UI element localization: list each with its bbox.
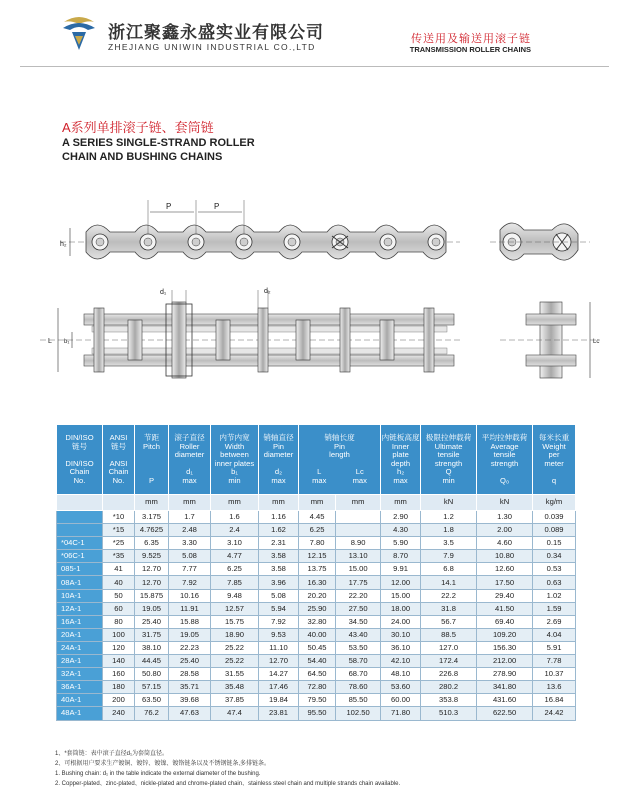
table-cell: 53.50	[336, 641, 381, 654]
table-cell: *06C-1	[57, 550, 103, 563]
table-row	[57, 641, 576, 654]
table-cell: 50.45	[299, 641, 336, 654]
table-cell: 63.50	[135, 694, 169, 707]
table-cell: 140	[103, 655, 135, 668]
d2-label: d₂	[264, 288, 271, 295]
table-cell: 95.50	[299, 707, 336, 720]
table-cell: 24.00	[381, 615, 421, 628]
table-cell: 68.70	[336, 668, 381, 681]
table-cell: 1.7	[169, 511, 211, 524]
table-cell: 5.91	[533, 641, 576, 654]
table-cell: 431.60	[477, 694, 533, 707]
table-cell: 39.68	[169, 694, 211, 707]
table-cell: 48.10	[381, 668, 421, 681]
chain-end-view	[490, 223, 590, 260]
table-cell: 60.00	[381, 694, 421, 707]
table-cell: 6.25	[299, 524, 336, 537]
table-cell: 8.70	[381, 550, 421, 563]
table-cell: 31.55	[211, 668, 259, 681]
table-cell: 12.60	[477, 563, 533, 576]
unit-cell: mm	[169, 495, 211, 511]
table-row	[57, 524, 576, 537]
table-cell: 2.31	[259, 537, 299, 550]
category-title-en: TRANSMISSION ROLLER CHAINS	[409, 45, 531, 54]
col-din: DIN/ISO 链号 DIN/ISO Chain No.	[57, 425, 103, 495]
chain-drawing	[0, 190, 629, 420]
table-cell: 4.45	[299, 511, 336, 524]
table-cell: 3.10	[211, 537, 259, 550]
table-cell: 53.60	[381, 681, 421, 694]
Lc-label: Lc	[593, 339, 600, 345]
table-cell: 22.23	[169, 641, 211, 654]
col-pin-diameter: 销轴直径 Pin diameter d₂ max	[259, 425, 299, 495]
table-cell: 12.57	[211, 602, 259, 615]
table-cell: *25	[103, 537, 135, 550]
table-cell: 69.40	[477, 615, 533, 628]
table-cell: 0.15	[533, 537, 576, 550]
table-cell: *35	[103, 550, 135, 563]
table-cell: 18.00	[381, 602, 421, 615]
table-cell: 10.37	[533, 668, 576, 681]
table-cell: 3.58	[259, 550, 299, 563]
table-cell: 13.10	[336, 550, 381, 563]
table-cell: 47.4	[211, 707, 259, 720]
table-row	[57, 589, 576, 602]
note-1-en: 1. Bushing chain: d₁ in the table indicate the external diameter of the bushing.	[55, 771, 261, 777]
table-cell: 7.85	[211, 576, 259, 589]
unit-cell: mm	[336, 495, 381, 511]
table-cell: 17.75	[336, 576, 381, 589]
table-cell: 80	[103, 615, 135, 628]
table-row	[57, 655, 576, 668]
table-cell: 19.05	[135, 602, 169, 615]
table-cell: 14.1	[421, 576, 477, 589]
section-title-en	[62, 136, 342, 164]
table-cell: 36A-1	[57, 681, 103, 694]
table-cell: 10A-1	[57, 589, 103, 602]
table-cell: 353.8	[421, 694, 477, 707]
table-cell: 0.039	[533, 511, 576, 524]
unit-cell: mm	[381, 495, 421, 511]
table-cell: 510.3	[421, 707, 477, 720]
table-cell: 180	[103, 681, 135, 694]
table-cell: 78.60	[336, 681, 381, 694]
table-cell: 172.4	[421, 655, 477, 668]
table-cell: 3.5	[421, 537, 477, 550]
table-cell: 1.59	[533, 602, 576, 615]
table-cell: 41.50	[477, 602, 533, 615]
header-divider	[20, 66, 609, 67]
table-cell: 71.80	[381, 707, 421, 720]
chain-top-view	[40, 288, 460, 378]
unit-cell: mm	[135, 495, 169, 511]
table-cell: 32.80	[299, 615, 336, 628]
chain-end-section	[500, 302, 600, 378]
table-cell: 56.7	[421, 615, 477, 628]
table-cell: *04C-1	[57, 537, 103, 550]
table-cell: 25.22	[211, 641, 259, 654]
page-header	[0, 0, 629, 80]
table-cell: 11.91	[169, 602, 211, 615]
table-cell: 9.48	[211, 589, 259, 602]
table-cell: 57.15	[135, 681, 169, 694]
table-cell: 1.2	[421, 511, 477, 524]
table-cell: 3.96	[259, 576, 299, 589]
table-cell: 18.90	[211, 628, 259, 641]
table-cell: 2.4	[211, 524, 259, 537]
table-cell: 12.70	[135, 563, 169, 576]
table-cell: 2.00	[477, 524, 533, 537]
table-cell: 10.80	[477, 550, 533, 563]
table-cell: 38.10	[135, 641, 169, 654]
table-cell: 88.5	[421, 628, 477, 641]
table-cell: 280.2	[421, 681, 477, 694]
table-cell: 7.9	[421, 550, 477, 563]
table-cell: 8.90	[336, 537, 381, 550]
table-cell: 1.62	[259, 524, 299, 537]
table-row	[57, 602, 576, 615]
table-cell: 6.35	[135, 537, 169, 550]
table-cell: 102.50	[336, 707, 381, 720]
table-cell: 15.00	[336, 563, 381, 576]
unit-cell: kN	[421, 495, 477, 511]
table-cell: 44.45	[135, 655, 169, 668]
col-pin-length: 销轴长度 Pin length L max Lc max	[299, 425, 381, 495]
table-cell: 6.25	[211, 563, 259, 576]
table-cell: 22.2	[421, 589, 477, 602]
table-cell: 7.80	[299, 537, 336, 550]
table-cell	[57, 511, 103, 524]
table-cell: 15.75	[211, 615, 259, 628]
table-cell: 9.91	[381, 563, 421, 576]
col-pitch: 节距 Pitch P	[135, 425, 169, 495]
table-cell: 127.0	[421, 641, 477, 654]
table-cell: 4.60	[477, 537, 533, 550]
table-cell: 12.70	[259, 655, 299, 668]
table-cell: 156.30	[477, 641, 533, 654]
table-cell: 3.30	[169, 537, 211, 550]
note-2-cn: 2、可根据用户要求生产镀铜、镀锌、镀镍、镀铬链条以及不锈钢链条,多排链条。	[55, 761, 271, 767]
table-cell: 23.81	[259, 707, 299, 720]
table-cell: 50	[103, 589, 135, 602]
unit-cell: mm	[211, 495, 259, 511]
company-logo	[60, 14, 98, 54]
table-cell: 79.50	[299, 694, 336, 707]
table-cell: 16.84	[533, 694, 576, 707]
table-cell: 20A-1	[57, 628, 103, 641]
table-cell: 4.04	[533, 628, 576, 641]
table-cell: 29.40	[477, 589, 533, 602]
table-cell: 35.48	[211, 681, 259, 694]
table-cell: 40A-1	[57, 694, 103, 707]
table-cell: 28A-1	[57, 655, 103, 668]
table-cell: 5.94	[259, 602, 299, 615]
note-2-en: 2. Copper-plated、zinc-plated、nickle-plated and chrome-plated chain、stainless steel chain and multiple strands chain available.	[55, 781, 401, 787]
table-cell: *10	[103, 511, 135, 524]
table-cell: 085-1	[57, 563, 103, 576]
table-cell: *15	[103, 524, 135, 537]
table-cell: 9.53	[259, 628, 299, 641]
table-cell	[336, 511, 381, 524]
table-cell: 50.80	[135, 668, 169, 681]
table-cell: 5.08	[169, 550, 211, 563]
table-cell: 24.42	[533, 707, 576, 720]
table-cell: 25.40	[169, 655, 211, 668]
table-cell: 1.8	[421, 524, 477, 537]
h2-label: h₂	[60, 241, 67, 248]
table-cell: 37.85	[211, 694, 259, 707]
table-cell: 54.40	[299, 655, 336, 668]
table-cell: 4.77	[211, 550, 259, 563]
table-cell: 41	[103, 563, 135, 576]
table-cell: 226.8	[421, 668, 477, 681]
footnotes	[55, 749, 400, 789]
table-cell: 30.10	[381, 628, 421, 641]
table-cell: 100	[103, 628, 135, 641]
col-average: 平均拉伸载荷 Average tensile strength Q₀	[477, 425, 533, 495]
table-cell: 17.46	[259, 681, 299, 694]
table-cell	[57, 524, 103, 537]
col-ansi: ANSI 链号 ANSI Chain No.	[103, 425, 135, 495]
col-ultimate: 极限拉伸载荷 Ultimate tensile strength Q min	[421, 425, 477, 495]
table-cell: 2.48	[169, 524, 211, 537]
table-cell: 5.90	[381, 537, 421, 550]
section-title-cn: A系列单排滚子链、套筒链	[62, 120, 214, 135]
table-cell: 85.50	[336, 694, 381, 707]
table-cell: 17.50	[477, 576, 533, 589]
unit-cell: mm	[259, 495, 299, 511]
table-row	[57, 511, 576, 524]
table-cell: 3.175	[135, 511, 169, 524]
table-cell: 40	[103, 576, 135, 589]
table-cell: 2.69	[533, 615, 576, 628]
table-cell: 0.089	[533, 524, 576, 537]
table-cell: 12A-1	[57, 602, 103, 615]
table-cell: 20.20	[299, 589, 336, 602]
table-cell: 27.50	[336, 602, 381, 615]
table-cell: 13.75	[299, 563, 336, 576]
table-cell: 1.02	[533, 589, 576, 602]
table-cell: 3.58	[259, 563, 299, 576]
table-cell: 7.78	[533, 655, 576, 668]
b1-label: b₁	[64, 339, 70, 345]
table-cell: 160	[103, 668, 135, 681]
table-cell: 278.90	[477, 668, 533, 681]
table-cell	[336, 524, 381, 537]
table-cell: 7.92	[169, 576, 211, 589]
unit-cell: kg/m	[533, 495, 576, 511]
table-cell: 48A-1	[57, 707, 103, 720]
table-cell: 0.63	[533, 576, 576, 589]
table-cell: 7.77	[169, 563, 211, 576]
table-body	[57, 511, 576, 721]
unit-cell: kN	[477, 495, 533, 511]
table-row	[57, 628, 576, 641]
table-cell: 24A-1	[57, 641, 103, 654]
table-cell: 16.30	[299, 576, 336, 589]
table-cell: 7.92	[259, 615, 299, 628]
table-cell: 43.40	[336, 628, 381, 641]
table-cell: 64.50	[299, 668, 336, 681]
pitch-label-1: P	[166, 202, 172, 211]
d1-label: d₁	[160, 289, 167, 296]
table-cell: 15.88	[169, 615, 211, 628]
company-name-en: ZHEJIANG UNIWIN INDUSTRIAL CO.,LTD	[108, 42, 316, 52]
table-cell: 12.15	[299, 550, 336, 563]
table-cell: 58.70	[336, 655, 381, 668]
table-cell: 42.10	[381, 655, 421, 668]
table-cell: 72.80	[299, 681, 336, 694]
table-row	[57, 563, 576, 576]
table-row	[57, 668, 576, 681]
col-weight: 每米长重 Weight per meter q	[533, 425, 576, 495]
table-cell: 212.00	[477, 655, 533, 668]
col-plate-depth: 内链板高度 Inner plate depth h₂ max	[381, 425, 421, 495]
table-cell: 200	[103, 694, 135, 707]
unit-cell	[103, 495, 135, 511]
table-cell: 4.7625	[135, 524, 169, 537]
table-cell: 12.00	[381, 576, 421, 589]
table-cell: 36.10	[381, 641, 421, 654]
table-cell: 28.58	[169, 668, 211, 681]
table-cell: 22.20	[336, 589, 381, 602]
table-cell: 1.6	[211, 511, 259, 524]
table-cell: 35.71	[169, 681, 211, 694]
table-cell: 25.90	[299, 602, 336, 615]
table-row	[57, 707, 576, 720]
table-cell: 34.50	[336, 615, 381, 628]
table-cell: 2.90	[381, 511, 421, 524]
table-cell: 19.05	[169, 628, 211, 641]
table-cell: 5.08	[259, 589, 299, 602]
col-roller: 滚子直径 Roller diameter d₁ max	[169, 425, 211, 495]
table-row	[57, 537, 576, 550]
L-label: L	[48, 338, 52, 345]
table-cell: 15.875	[135, 589, 169, 602]
table-cell: 4.30	[381, 524, 421, 537]
table-cell: 10.16	[169, 589, 211, 602]
table-cell: 31.75	[135, 628, 169, 641]
table-cell: 1.16	[259, 511, 299, 524]
table-cell: 109.20	[477, 628, 533, 641]
section-title-en-line1: A SERIES SINGLE-STRAND ROLLER	[62, 137, 255, 149]
table-cell: 0.34	[533, 550, 576, 563]
table-cell: 25.22	[211, 655, 259, 668]
unit-cell	[57, 495, 103, 511]
chain-side-view	[60, 200, 460, 259]
table-cell: 341.80	[477, 681, 533, 694]
section-title-en-line2: CHAIN AND BUSHING CHAINS	[62, 151, 223, 163]
note-1-cn: 1、*套筒链：表中滚子直径d₁为套筒直径。	[55, 751, 169, 757]
table-cell: 6.8	[421, 563, 477, 576]
table-cell: 120	[103, 641, 135, 654]
table-cell: 25.40	[135, 615, 169, 628]
company-name-cn: 浙江聚鑫永盛实业有限公司	[108, 23, 324, 42]
table-row	[57, 615, 576, 628]
table-cell: 47.63	[169, 707, 211, 720]
table-cell: 0.53	[533, 563, 576, 576]
unit-cell: mm	[299, 495, 336, 511]
category-title-cn: 传送用及输送用滚子链	[411, 33, 531, 45]
table-cell: 16A-1	[57, 615, 103, 628]
table-cell: 15.00	[381, 589, 421, 602]
table-cell: 240	[103, 707, 135, 720]
table-row	[57, 681, 576, 694]
table-cell: 40.00	[299, 628, 336, 641]
table-row	[57, 576, 576, 589]
pitch-label-2: P	[214, 202, 220, 211]
table-row	[57, 550, 576, 563]
table-cell: 76.2	[135, 707, 169, 720]
table-cell: 14.27	[259, 668, 299, 681]
table-cell: 12.70	[135, 576, 169, 589]
table-cell: 13.6	[533, 681, 576, 694]
table-cell: 19.84	[259, 694, 299, 707]
chain-spec-table	[56, 424, 576, 721]
table-cell: 08A-1	[57, 576, 103, 589]
table-cell: 60	[103, 602, 135, 615]
table-cell: 622.50	[477, 707, 533, 720]
table-row	[57, 694, 576, 707]
table-cell: 11.10	[259, 641, 299, 654]
col-width: 内节内宽 Width between inner plates b₁ min	[211, 425, 259, 495]
table-cell: 1.30	[477, 511, 533, 524]
table-cell: 31.8	[421, 602, 477, 615]
table-cell: 9.525	[135, 550, 169, 563]
table-cell: 32A-1	[57, 668, 103, 681]
